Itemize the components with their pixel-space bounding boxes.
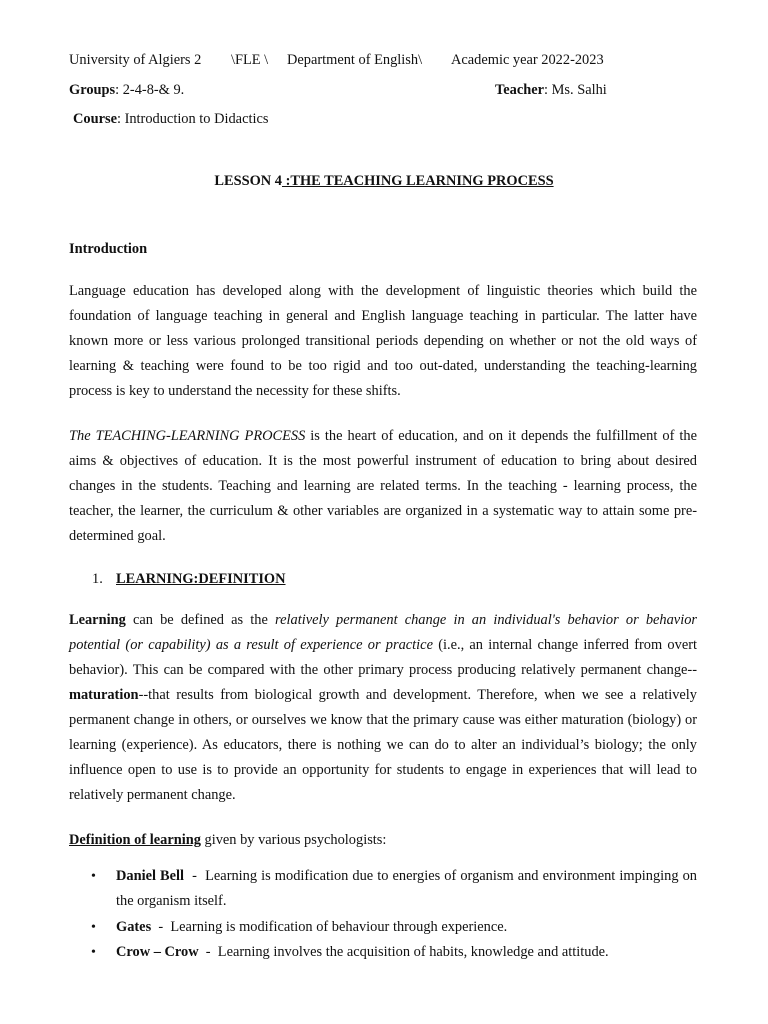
definition-author: Crow – Crow (116, 944, 199, 960)
intro-paragraph-2-text: is the heart of education, and on it depends the fulfillment of the aims & objectives of education. It is the most powerful instrument of education to bring about desired changes in the students. Teaching and learning are related terms. In the teaching - learning process, the teacher, the learner, the curriculum & other variables are organized in a systematic way to attain some pre-determined goal. (69, 428, 697, 544)
university-name: University of Algiers 2 (69, 52, 202, 68)
learning-definition-paragraph (69, 608, 697, 808)
learning-text-b: (i.e., an internal change inferred from overt behavior). This can be compared with the other primary process producing relatively permanent change-- (69, 637, 697, 678)
academic-year: Academic year 2022-2023 (451, 52, 604, 68)
groups-value: : 2-4-8-& 9. (115, 82, 185, 98)
intro-paragraph-2 (69, 424, 697, 549)
definition-author: Gates (116, 919, 152, 935)
definition-text (116, 940, 697, 965)
department-name: Department of English\ (287, 52, 423, 68)
lesson-title (0, 172, 768, 190)
definition-text (116, 864, 697, 914)
bullet-icon: • (91, 945, 96, 960)
definition-body: Learning is modification due to energies of organism and environment impinging on the organism itself. (116, 868, 697, 909)
definition-separator: - (184, 868, 206, 884)
learning-text-a: can be defined as the (125, 612, 276, 628)
learning-definition-italic: relatively permanent change in an individual's behavior or behavior potential (or capability) as a result of experience or practice (69, 612, 697, 653)
definition-separator: - (151, 919, 171, 935)
definition-separator: - (198, 944, 218, 960)
definitions-heading-label: Definition of learning (69, 832, 201, 848)
section-1-number: 1. (92, 571, 103, 587)
maturation-term: maturation (69, 687, 139, 703)
course-value: : Introduction to Didactics (116, 111, 269, 127)
bullet-icon: • (91, 869, 96, 884)
bullet-icon: • (91, 920, 96, 935)
section-1-title: LEARNING:DEFINITION (116, 571, 286, 587)
learning-text-c: --that results from biological growth and development. Therefore, when we see a relatively permanent change in others, or ourselves we know that the primary cause was either maturation (biology) or learning (experience). As educators, there is nothing we can do to alter an individual’s biology; the only influence open to use is to provide an opportunity for students to engage in experiences that will lead to relatively permanent change. (69, 687, 697, 803)
groups-label: Groups (69, 82, 116, 98)
groups-info (69, 81, 184, 99)
introduction-heading: Introduction (69, 241, 148, 257)
definitions-heading (69, 831, 386, 849)
teacher-value: : Ms. Salhi (544, 82, 607, 98)
teacher-label: Teacher (495, 82, 545, 98)
lesson-title-text: :THE TEACHING LEARNING PROCESS (281, 173, 554, 189)
definition-body: Learning is modification of behaviour through experience. (170, 919, 508, 935)
course-info (73, 110, 268, 128)
teaching-learning-process-term: The TEACHING-LEARNING PROCESS (69, 428, 306, 444)
definitions-heading-rest: given by various psychologists: (200, 832, 387, 848)
intro-paragraph-1: Language education has developed along with the development of linguistic theories which build the foundation of language teaching in general and English language teaching in particular. The latter have known more or less various prolonged transitional periods depending on whether or not the old ways of learning & teaching were found to be too rigid and too out-dated, understanding the teaching-learning process is key to understand the necessity for these shifts. (69, 283, 697, 399)
definition-text (116, 915, 697, 940)
lesson-prefix: LESSON 4 (214, 173, 282, 189)
teacher-info (495, 81, 607, 99)
course-label: Course (73, 111, 117, 127)
faculty-name: \FLE \ (231, 52, 269, 68)
definition-author: Daniel Bell (116, 868, 185, 884)
definition-body: Learning involves the acquisition of habits, knowledge and attitude. (217, 944, 609, 960)
learning-term: Learning (69, 612, 126, 628)
